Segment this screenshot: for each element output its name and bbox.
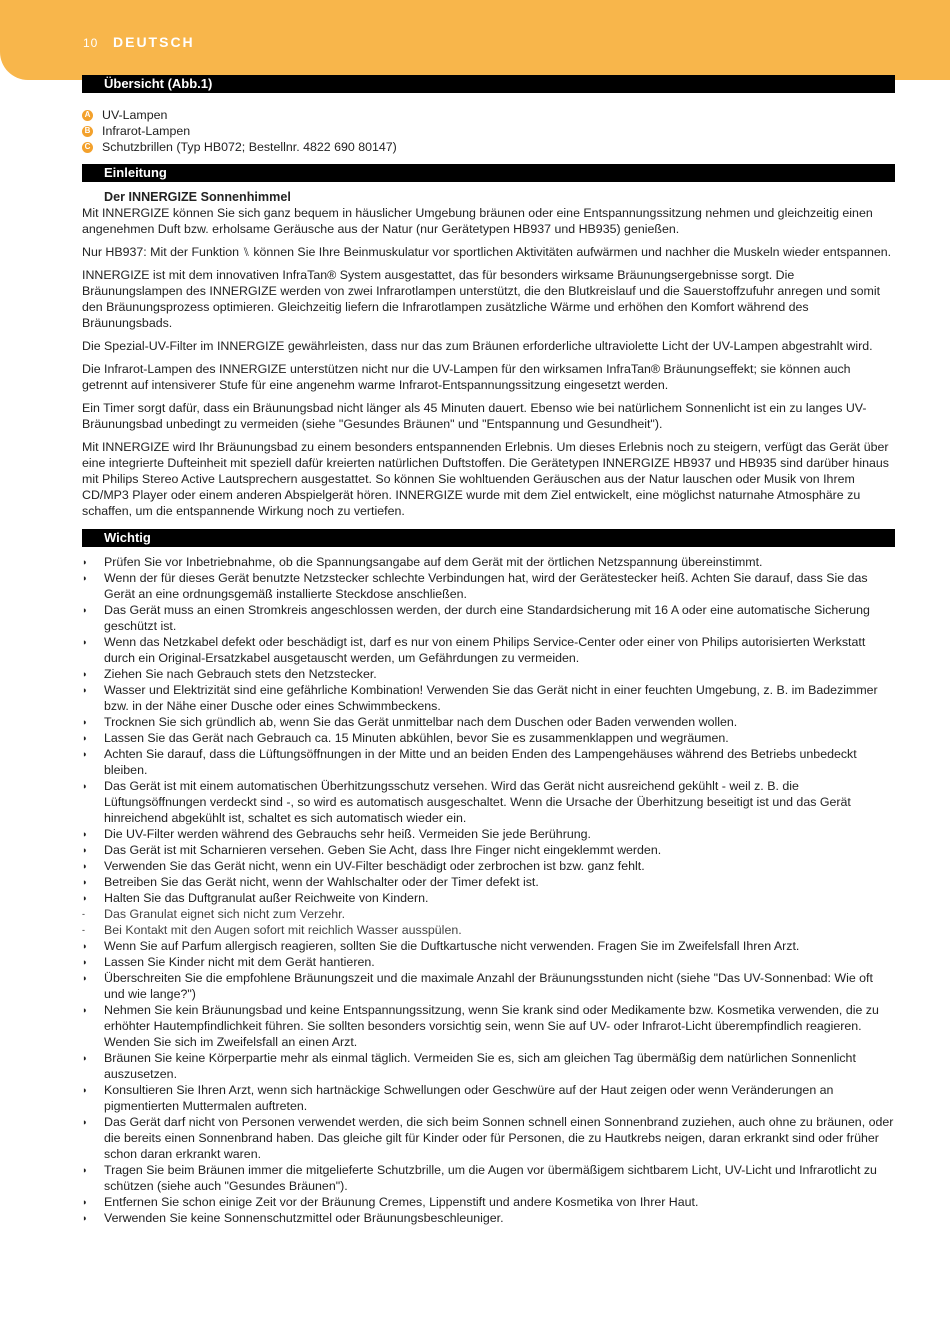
list-item-text: Überschreiten Sie die empfohlene Bräunungszeit und die maximale Anzahl der Bräunungsstunden nicht (siehe "Das UV-Sonnenbad: Wie oft und wie lange?") <box>104 971 873 1001</box>
badge-c: C <box>82 142 93 153</box>
bullet-list-item <box>82 1082 895 1114</box>
bullet-icon: ◗ <box>82 1197 88 1207</box>
list-item-text: Verwenden Sie keine Sonnenschutzmittel oder Bräunungsbeschleuniger. <box>104 1211 504 1225</box>
bullet-list-item <box>82 1162 895 1194</box>
list-item-text: Die UV-Filter werden während des Gebrauchs sehr heiß. Vermeiden Sie jede Berührung. <box>104 827 591 841</box>
bullet-icon: ◗ <box>82 573 88 583</box>
bullet-icon: ◗ <box>82 941 88 951</box>
section-title-overview: Übersicht (Abb.1) <box>82 75 895 93</box>
list-item-text: Wenn der für dieses Gerät benutzte Netzstecker schlechte Verbindungen hat, wird der Gerätestecker heiß. Achten Sie darauf, dass Sie das Gerät an eine ordnungsgemäß installierte Steckdose anschließen. <box>104 571 868 601</box>
list-item-text: Lassen Sie das Gerät nach Gebrauch ca. 15 Minuten abkühlen, bevor Sie es zusammenklappen und wegräumen. <box>104 731 729 745</box>
bullet-icon: ◗ <box>82 717 88 727</box>
list-item-text: Trocknen Sie sich gründlich ab, wenn Sie das Gerät unmittelbar nach dem Duschen oder Baden verwenden wollen. <box>104 715 738 729</box>
legend-item <box>82 123 895 139</box>
bullet-icon: ◗ <box>82 893 88 903</box>
bullet-list-item <box>82 1002 895 1050</box>
bullet-list-item <box>82 1114 895 1162</box>
badge-a: A <box>82 110 93 121</box>
bullet-icon: ◗ <box>82 781 88 791</box>
list-item-text: Nehmen Sie kein Bräunungsbad und keine Entspannungssitzung, wenn Sie krank sind oder Medikamente bzw. Kosmetika verwenden, die zu erhöhter Hautempfindlichkeit führen. Sie sollten besonders vorsichtig sein, wenn Sie auf UV- oder Infrarot-Licht überempfindlich reagieren. Wenden Sie sich im Zweifelsfall an einen Arzt. <box>104 1003 879 1049</box>
intro-paragraph: Die Spezial-UV-Filter im INNERGIZE gewährleisten, dass nur das zum Bräunen erforderliche ultraviolette Licht der UV-Lampen abgestrahlt wird. <box>82 339 873 353</box>
list-item-text: Das Gerät muss an einen Stromkreis angeschlossen werden, der durch eine Standardsicherung mit 16 A oder eine automatische Sicherung geschützt ist. <box>104 603 870 633</box>
bullet-list-item <box>82 842 895 858</box>
bullet-icon: ◗ <box>82 1085 88 1095</box>
intro-paragraph: Mit INNERGIZE können Sie sich ganz bequem in häuslicher Umgebung bräunen oder eine Entspannungssitzung nehmen und gleichzeitig einen angenehmen Duft bzw. erholsame Geräusche aus der Natur (nur Gerätetypen HB937 und HB935) genießen. <box>82 206 873 236</box>
list-item-text: Das Gerät ist mit Scharnieren versehen. Geben Sie Acht, dass Ihre Finger nicht eingeklemmt werden. <box>104 843 662 857</box>
bullet-list-item <box>82 570 895 602</box>
list-item-text: Lassen Sie Kinder nicht mit dem Gerät hantieren. <box>104 955 375 969</box>
list-item-text: Das Gerät ist mit einem automatischen Überhitzungsschutz versehen. Wird das Gerät nicht ausreichend gekühlt - weil z. B. die Lüftungsöffnungen verdeckt sind -, so wird es automatisch ausgeschaltet. Wenn die Ursache der Überhitzung beseitigt ist und das Gerät hinreichend abgekühlt ist, schaltet es sich automatisch wieder ein. <box>104 779 851 825</box>
list-item-text: Wenn Sie auf Parfum allergisch reagieren, sollten Sie die Duftkartusche nicht verwenden. Fragen Sie im Zweifelsfall Ihren Arzt. <box>104 939 800 953</box>
list-item-text: Ziehen Sie nach Gebrauch stets den Netzstecker. <box>104 667 377 681</box>
bullet-icon: ◗ <box>82 957 88 967</box>
bullet-list-item <box>82 682 895 714</box>
bullet-icon: ◗ <box>82 1005 88 1015</box>
bullet-list-item <box>82 602 895 634</box>
bullet-list-item <box>82 554 895 570</box>
bullet-icon: ◗ <box>82 685 88 695</box>
bullet-icon: ◗ <box>82 861 88 871</box>
bullet-icon: ◗ <box>82 749 88 759</box>
bullet-list-item <box>82 730 895 746</box>
section-title-important: Wichtig <box>82 529 895 547</box>
list-item-text: Verwenden Sie das Gerät nicht, wenn ein UV-Filter beschädigt oder zerbrochen ist bzw. ganz fehlt. <box>104 859 645 873</box>
list-item-text: Betreiben Sie das Gerät nicht, wenn der Wahlschalter oder der Timer defekt ist. <box>104 875 539 889</box>
list-item-text: Achten Sie darauf, dass die Lüftungsöffnungen in der Mitte und an beiden Enden des Lampengehäuses während des Betriebs unbedeckt bleiben. <box>104 747 857 777</box>
bullet-icon: ◗ <box>82 605 88 615</box>
list-item-text: Wenn das Netzkabel defekt oder beschädigt ist, darf es nur von einem Philips Service-Center oder einer von Philips autorisierten Werkstatt durch ein Original-Ersatzkabel ausgetauscht werden, um Gefährdungen zu vermeiden. <box>104 635 866 665</box>
bullet-icon: ◗ <box>82 557 88 567</box>
bullet-list-item <box>82 746 895 778</box>
bullet-list-item <box>82 666 895 682</box>
intro-paragraph: INNERGIZE ist mit dem innovativen InfraTan® System ausgestattet, das für besonders wirksame Bräunungsergebnisse sorgt. Die Bräunungslampen des INNERGIZE werden von zwei Infrarotlampen unterstützt, die den Blutkreislauf und die Sauerstoffzufuhr anregen und somit den Bräunungsprozess optimieren. Gleichzeitig liefern die Infrarotlampen zusätzliche Wärme und erhöhen den Komfort während des Bräunungsbads. <box>82 268 881 330</box>
bullet-icon: ◗ <box>82 877 88 887</box>
bullet-list-item <box>82 890 895 906</box>
list-item-text: Das Gerät darf nicht von Personen verwendet werden, die sich beim Sonnen schnell einen Sonnenbrand zuziehen, auch ohne zu bräunen, oder die bereits einen Sonnenbrand haben. Das gleiche gilt für Kinder oder für Personen, die zu Hautkrebs neigen, daran erkrankt sind oder früher schon daran erkrankt waren. <box>104 1115 894 1161</box>
list-item-text: Konsultieren Sie Ihren Arzt, wenn sich hartnäckige Schwellungen oder Geschwüre auf der Haut zeigen oder wenn Veränderungen an pigmentierten Muttermalen auftreten. <box>104 1083 834 1113</box>
bullet-list-item <box>82 954 895 970</box>
overview-legend <box>82 107 895 155</box>
page-number: 10 <box>83 36 99 50</box>
section-title-intro: Einleitung <box>82 164 895 182</box>
intro-subtitle: Der INNERGIZE Sonnenhimmel <box>104 190 291 204</box>
legend-item <box>82 139 895 155</box>
intro-paragraph: Mit INNERGIZE wird Ihr Bräunungsbad zu einem besonders entspannenden Erlebnis. Um dieses Erlebnis noch zu steigern, verfügt das Gerät über eine integrierte Dufteinheit mit speziell dafür kreierten natürlichen Duftstoffen. Die Gerätetypen INNERGIZE HB937 und HB935 sind darüber hinaus mit Philips Stereo Active Lautsprechern ausgestattet. So können Sie wohltuenden Geräuschen aus der Natur lauschen oder Musik von Ihrem CD/MP3 Player oder einem anderen Abspielgerät hören. INNERGIZE wurde mit dem Ziel entwickelt, eine möglichst naturnahe Atmosphäre zu schaffen, um die entspannende Wirkung noch zu vertiefen. <box>82 440 889 518</box>
badge-b: B <box>82 126 93 137</box>
dash-marker: - <box>82 909 85 919</box>
list-item-text: Halten Sie das Duftgranulat außer Reichweite von Kindern. <box>104 891 429 905</box>
list-item-text: Das Granulat eignet sich nicht zum Verzehr. <box>104 907 346 921</box>
bullet-icon: ◗ <box>82 1117 88 1127</box>
bullet-icon: ◗ <box>82 637 88 647</box>
dash-list-item <box>82 922 895 938</box>
legend-item-label: UV-Lampen <box>102 108 168 122</box>
bullet-list-item <box>82 778 895 826</box>
list-item-text: Bei Kontakt mit den Augen sofort mit reichlich Wasser ausspülen. <box>104 923 462 937</box>
dash-list-item <box>82 906 895 922</box>
bullet-icon: ◗ <box>82 1213 88 1223</box>
dash-marker: - <box>82 925 85 935</box>
bullet-icon: ◗ <box>82 669 88 679</box>
bullet-list-item <box>82 714 895 730</box>
bullet-list-item <box>82 874 895 890</box>
intro-paragraph: Ein Timer sorgt dafür, dass ein Bräunungsbad nicht länger als 45 Minuten dauert. Ebenso wie bei natürlichem Sonnenlicht ist ein zu langes UV-Bräunungsbad unbedingt zu vermeiden (siehe "Gesundes Bräunen" und "Entspannung und Gesundheit"). <box>82 401 867 431</box>
bullet-icon: ◗ <box>82 1053 88 1063</box>
list-item-text: Prüfen Sie vor Inbetriebnahme, ob die Spannungsangabe auf dem Gerät mit der örtlichen Netzspannung übereinstimmt. <box>104 555 763 569</box>
bullet-list-item <box>82 938 895 954</box>
list-item-text: Entfernen Sie schon einige Zeit vor der Bräunung Cremes, Lippenstift und andere Kosmetika von Ihrer Haut. <box>104 1195 699 1209</box>
intro-paragraph: Nur HB937: Mit der Funktion ⑊ können Sie Ihre Beinmuskulatur vor sportlichen Aktivitäten aufwärmen und nachher die Muskeln wieder entspannen. <box>82 245 892 259</box>
legend-item-label: Infrarot-Lampen <box>102 124 191 138</box>
bullet-list-item <box>82 1194 895 1210</box>
page-content <box>82 75 895 1226</box>
intro-paragraph: Die Infrarot-Lampen des INNERGIZE unterstützen nicht nur die UV-Lampen für den wirksamen InfraTan® Bräunungseffekt; sie können auch getrennt auf intensiverer Stufe für eine angenehm warme Infrarot-Entspannungssitzung eingesetzt werden. <box>82 362 851 392</box>
bullet-list-item <box>82 826 895 842</box>
bullet-list-item <box>82 970 895 1002</box>
language-heading: DEUTSCH <box>113 34 195 50</box>
bullet-icon: ◗ <box>82 845 88 855</box>
bullet-icon: ◗ <box>82 829 88 839</box>
list-item-text: Bräunen Sie keine Körperpartie mehr als einmal täglich. Vermeiden Sie es, sich am gleichen Tag übermäßig dem natürlichen Sonnenlicht auszusetzen. <box>104 1051 856 1081</box>
legend-item-label: Schutzbrillen (Typ HB072; Bestellnr. 4822 690 80147) <box>102 140 397 154</box>
bullet-icon: ◗ <box>82 973 88 983</box>
bullet-icon: ◗ <box>82 1165 88 1175</box>
bullet-list-item <box>82 858 895 874</box>
bullet-icon: ◗ <box>82 733 88 743</box>
important-list <box>82 554 895 1226</box>
list-item-text: Tragen Sie beim Bräunen immer die mitgelieferte Schutzbrille, um die Augen vor übermäßigem sichtbarem Licht, UV-Licht und Infrarotlicht zu schützen (siehe auch "Gesundes Bräunen"). <box>104 1163 877 1193</box>
bullet-list-item <box>82 1210 895 1226</box>
list-item-text: Wasser und Elektrizität sind eine gefährliche Kombination! Verwenden Sie das Gerät nicht in einer feuchten Umgebung, z. B. im Badezimmer bzw. in der Nähe einer Dusche oder eines Schwimmbeckens. <box>104 683 878 713</box>
legend-item <box>82 107 895 123</box>
bullet-list-item <box>82 634 895 666</box>
bullet-list-item <box>82 1050 895 1082</box>
